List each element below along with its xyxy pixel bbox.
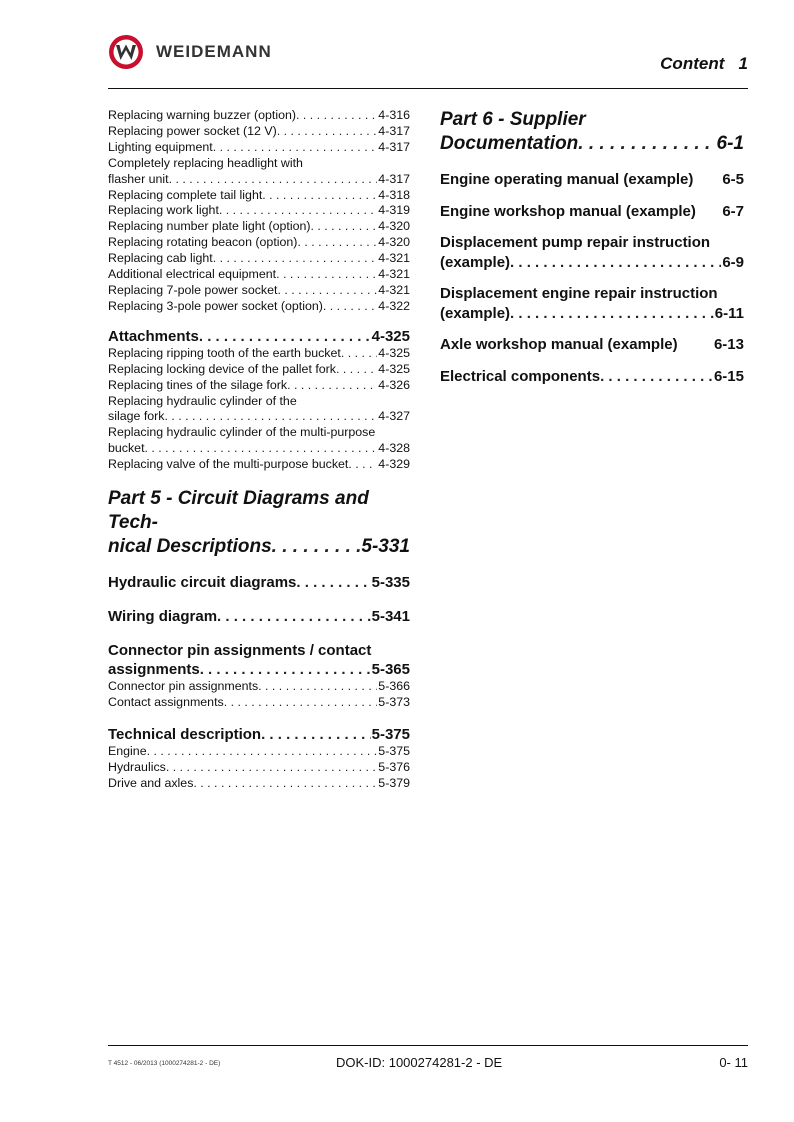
dot-leader (297, 235, 377, 251)
toc-entry-title: Replacing hydraulic cylinder of the (108, 393, 297, 408)
toc-left-column (108, 108, 410, 792)
toc-group-attachments (108, 346, 410, 473)
toc-entry-title: silage fork (108, 409, 165, 424)
dot-leader (296, 108, 377, 124)
toc-engine-workshop-manual[interactable]: Engine workshop manual (example) 6-7 (440, 202, 744, 220)
dot-leader (169, 172, 378, 188)
toc-group-electrical (108, 108, 410, 315)
toc-displacement-pump[interactable] (440, 233, 744, 272)
footer-doc-id: DOK-ID: 1000274281-2 - DE (336, 1055, 503, 1070)
toc-displacement-pump-page: 6-9 (722, 253, 744, 271)
toc-entry-title: Replacing ripping tooth of the earth bucket (108, 345, 341, 360)
toc-entry-title: Contact assignments (108, 694, 224, 709)
toc-entry-page: 5-376 (378, 759, 410, 774)
toc-section-connector-line2: assignments (108, 661, 200, 679)
toc-axle-workshop-manual[interactable]: Axle workshop manual (example) 6-13 (440, 336, 744, 353)
toc-entry-8[interactable] (108, 235, 410, 251)
toc-entry-9[interactable] (108, 251, 410, 267)
toc-entry-technical-1[interactable] (108, 760, 410, 776)
toc-displacement-pump-line2: (example) (440, 253, 511, 271)
toc-entry-12[interactable] (108, 299, 410, 315)
toc-entry-attachment-7[interactable] (108, 457, 410, 473)
toc-part-5-page: 5-331 (361, 536, 410, 558)
toc-entry-5[interactable] (108, 188, 410, 204)
dot-leader (166, 760, 377, 776)
toc-entry-page: 4-328 (378, 441, 410, 456)
toc-entry-page: 4-317 (378, 171, 410, 186)
toc-part-6-line2: Documentation (440, 133, 579, 154)
toc-entry-attachment-4[interactable] (108, 409, 410, 425)
weidemann-logo-icon (108, 34, 144, 70)
toc-entry-page: 4-327 (378, 409, 410, 424)
toc-part-5-line1: Part 5 - Circuit Diagrams and Tech- (108, 488, 369, 534)
toc-entry-title: Engine (108, 743, 147, 758)
dot-leader (258, 679, 377, 695)
toc-entry-0[interactable] (108, 108, 410, 124)
toc-entry-title: Replacing cab light (108, 251, 213, 266)
toc-entry-attachment-2[interactable] (108, 378, 410, 394)
toc-engine-operating-manual[interactable]: Engine operating manual (example) 6-5 (440, 171, 744, 188)
toc-entry-title: Connector pin assignments (108, 679, 259, 694)
dot-leader (193, 776, 377, 792)
dot-leader (323, 299, 377, 315)
toc-entry-page: 4-318 (378, 187, 410, 202)
toc-entry-title: Completely replacing headlight with (108, 155, 303, 170)
toc-entry-title: Replacing valve of the multi-purpose bucket (108, 457, 349, 472)
toc-entry-attachment-3[interactable] (108, 394, 410, 410)
toc-part-5-line2: nical Descriptions (108, 536, 272, 558)
toc-entry-title: Replacing 3-pole power socket (option) (108, 298, 323, 313)
toc-entry-title: Drive and axles (108, 775, 194, 790)
dot-leader (277, 124, 378, 140)
dot-leader (348, 457, 377, 473)
toc-entry-page: 4-325 (378, 361, 410, 376)
toc-entry-page: 4-317 (378, 123, 410, 138)
toc-displacement-engine-line2: (example) (440, 304, 511, 322)
dot-leader (336, 362, 377, 378)
toc-section-connector-page: 5-365 (371, 661, 410, 679)
dot-leader (147, 744, 378, 760)
toc-entry-title: Replacing tines of the silage fork (108, 377, 288, 392)
toc-entry-4[interactable] (108, 172, 410, 188)
toc-entry-attachment-1[interactable] (108, 362, 410, 378)
toc-group-technical (108, 744, 410, 792)
toc-displacement-engine-line1: Displacement engine repair instruction (440, 285, 718, 302)
dot-leader (164, 409, 377, 425)
footer-doc-code: T 4512 - 06/2013 (1000274281-2 - DE) (108, 1060, 221, 1067)
toc-entry-technical-2[interactable] (108, 776, 410, 792)
toc-entry-title: Replacing complete tail light (108, 187, 263, 202)
toc-displacement-pump-line1: Displacement pump repair instruction (440, 234, 711, 251)
toc-entry-2[interactable] (108, 140, 410, 156)
toc-entry-page: 4-316 (378, 108, 410, 122)
toc-entry-page: 5-375 (378, 743, 410, 758)
toc-entry-title: flasher unit (108, 171, 169, 186)
toc-entry-title: Replacing rotating beacon (option) (108, 235, 298, 250)
toc-entry-page: 4-320 (378, 219, 410, 234)
dot-leader (219, 203, 377, 219)
toc-entry-page: 5-366 (378, 679, 410, 694)
toc-entry-10[interactable] (108, 267, 410, 283)
dot-leader (224, 695, 378, 711)
toc-entry-attachment-5[interactable] (108, 425, 410, 441)
toc-entry-page: 4-321 (378, 251, 410, 266)
toc-section-wiring[interactable]: Wiring diagram . . . 5-341 (108, 607, 410, 626)
toc-part-6-page: 6-1 (716, 133, 744, 154)
toc-entry-title: Hydraulics (108, 759, 166, 774)
toc-entry-technical-0[interactable] (108, 744, 410, 760)
toc-entry-title: Replacing number plate light (option) (108, 219, 311, 234)
toc-entry-attachment-0[interactable] (108, 346, 410, 362)
toc-entry-title: Replacing locking device of the pallet fork (108, 361, 336, 376)
toc-entry-title: Replacing 7-pole power socket (108, 282, 278, 297)
toc-part-5[interactable] (108, 487, 410, 559)
toc-group-connector (108, 679, 410, 711)
dot-leader (213, 140, 378, 156)
toc-entry-title: Replacing work light (108, 203, 219, 218)
dot-leader (276, 267, 377, 283)
toc-entry-page: 4-321 (378, 282, 410, 297)
dot-leader (287, 378, 377, 394)
toc-entry-attachment-6[interactable] (108, 441, 410, 457)
toc-entry-3[interactable] (108, 156, 410, 172)
toc-entry-page: 4-326 (378, 377, 410, 392)
toc-displacement-engine[interactable] (440, 284, 744, 323)
toc-entry-page: 5-373 (378, 694, 410, 709)
toc-entry-1[interactable] (108, 124, 410, 140)
dot-leader (311, 219, 378, 235)
dot-leader (262, 188, 377, 204)
footer-page-number: 0- 11 (719, 1055, 748, 1070)
toc-entry-page: 4-319 (378, 203, 410, 218)
toc-entry-title: Lighting equipment (108, 139, 213, 154)
toc-entry-page: 4-329 (378, 457, 410, 472)
toc-entry-connector-0[interactable] (108, 679, 410, 695)
toc-section-technical[interactable]: Technical description . . . 5-375 (108, 725, 410, 744)
toc-entry-title: Replacing hydraulic cylinder of the multi-purpose (108, 425, 376, 440)
toc-part-6[interactable] (440, 108, 744, 156)
toc-entry-connector-1[interactable] (108, 695, 410, 711)
toc-entry-6[interactable] (108, 203, 410, 219)
toc-entry-title: Additional electrical equipment (108, 267, 277, 282)
toc-entry-page: 5-379 (378, 775, 410, 790)
logo-wordmark: WEIDEMANN (156, 42, 272, 61)
footer-divider (108, 1045, 748, 1046)
dot-leader (213, 251, 378, 267)
toc-entry-title: bucket (108, 441, 145, 456)
toc-section-connector-line1: Connector pin assignments / contact (108, 642, 372, 660)
toc-part-6-line1: Part 6 - Supplier (440, 109, 586, 130)
header-divider (108, 88, 748, 89)
toc-section-hydraulic[interactable]: Hydraulic circuit diagrams . . . 5-335 (108, 573, 410, 592)
toc-electrical-components[interactable]: Electrical components . . . 6-15 (440, 367, 744, 387)
toc-entry-7[interactable] (108, 219, 410, 235)
toc-section-attachments[interactable]: Attachments . . . 4-325 (108, 327, 410, 346)
toc-entry-title: Replacing power socket (12 V) (108, 123, 277, 138)
toc-section-connector[interactable] (108, 641, 410, 679)
page-title: Content 1 (660, 54, 748, 73)
toc-entry-page: 4-317 (378, 139, 410, 154)
toc-entry-page: 4-325 (378, 345, 410, 360)
toc-displacement-engine-page: 6-11 (714, 304, 744, 322)
toc-entry-page: 4-321 (378, 267, 410, 282)
toc-entry-title: Replacing warning buzzer (option) (108, 108, 297, 122)
dot-leader (341, 346, 377, 362)
toc-entry-page: 4-320 (378, 235, 410, 250)
toc-entry-page: 4-322 (378, 298, 410, 313)
dot-leader (145, 441, 378, 457)
weidemann-logo (108, 34, 272, 70)
toc-right-column (440, 108, 744, 386)
toc-entry-11[interactable] (108, 283, 410, 299)
dot-leader (277, 283, 377, 299)
